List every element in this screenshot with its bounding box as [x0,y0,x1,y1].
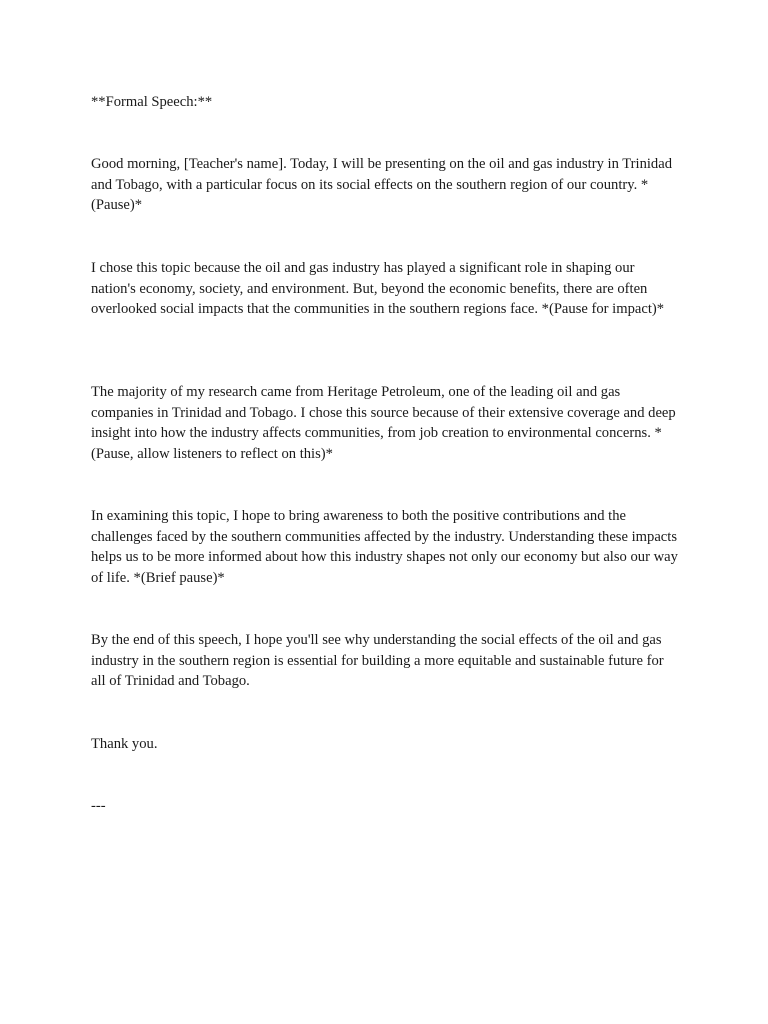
closing-line: Thank you. [91,736,158,752]
paragraph-greeting: Good morning, [Teacher's name]. Today, I will be presenting on the oil and gas industry in Trinidad and Tobago, with a particular focus on its social effects on the southern region of our country. *(Pause)* [91,156,672,214]
paragraph-topic-reason: I chose this topic because the oil and gas industry has played a significant role in shaping our nation's economy, society, and environment. But, beyond the economic benefits, there are often overlooked social impacts that the communities in the southern regions face. *(Pause for impact)* [91,260,665,318]
speech-heading: **Formal Speech:** [91,94,213,110]
paragraph-research-source: The majority of my research came from Heritage Petroleum, one of the leading oil and gas companies in Trinidad and Tobago. I chose this source because of their extensive coverage and deep insight into how the industry affects communities, from job creation to environmental concerns. *(Pause, allow listeners to reflect on this)* [91,384,676,463]
separator-line: --- [91,798,106,814]
paragraph-awareness: In examining this topic, I hope to bring awareness to both the positive contributions and the challenges faced by the southern communities affected by the industry. Understanding these impacts helps us to be more informed about how this industry shapes not only our economy but also our way of life. *(Brief pause)* [91,508,678,587]
paragraph-conclusion: By the end of this speech, I hope you'll see why understanding the social effects of the oil and gas industry in the southern region is essential for building a more equitable and sustainable future for all of Trinidad and Tobago. [91,632,664,690]
